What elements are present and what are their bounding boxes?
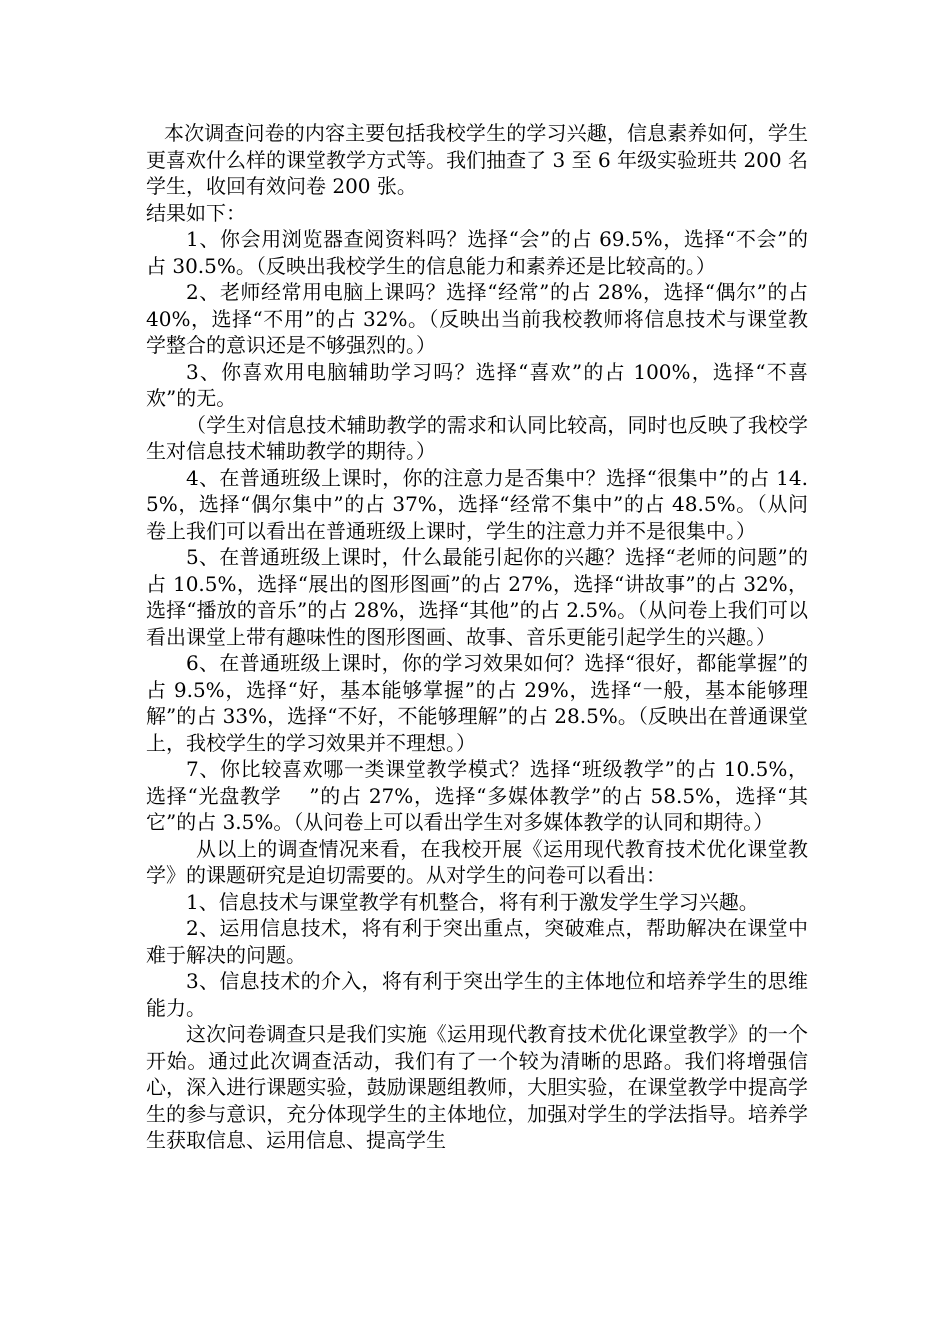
question-3-note: （学生对信息技术辅助教学的需求和认同比较高，同时也反映了我校学生对信息技术辅助教学的期待。） <box>146 412 808 463</box>
question-7-result: 7、你比较喜欢哪一类课堂教学模式？选择“班级教学”的占 10.5%，选择“光盘教学 ”的占 27%，选择“多媒体教学”的占 58.5%，选择“其它”的占 3.5%。（从问卷上可以看出学生对多媒体教学的认同和期待。） <box>146 757 808 834</box>
question-2-result: 2、老师经常用电脑上课吗？选择“经常”的占 28%，选择“偶尔”的占 40%，选择“不用”的占 32%。（反映出当前我校教师将信息技术与课堂教学整合的意识还是不够强烈的。） <box>146 280 808 357</box>
results-heading: 结果如下： <box>146 200 246 225</box>
document-body <box>146 120 808 1154</box>
closing-paragraph: 这次问卷调查只是我们实施《运用现代教育技术优化课堂教学》的一个开始。通过此次调查活动，我们有了一个较为清晰的思路。我们将增强信心，深入进行课题实验，鼓励课题组教师，大胆实验，在课堂教学中提高学生的参与意识，充分体现学生的主体地位，加强对学生的学法指导。培养学生获取信息、运用信息、提高学生 <box>146 1022 808 1152</box>
question-1-result: 1、你会用浏览器查阅资料吗？选择“会”的占 69.5%，选择“不会”的占 30.5%。（反映出我校学生的信息能力和素养还是比较高的。） <box>146 227 808 278</box>
question-6-result: 6、在普通班级上课时，你的学习效果如何？选择“很好，都能掌握”的占 9.5%，选择“好，基本能够掌握”的占 29%，选择“一般，基本能够理解”的占 33%，选择“不好，不能够理解”的占 28.5%。（反映出在普通课堂上，我校学生的学习效果并不理想。） <box>146 651 808 755</box>
question-4-result: 4、在普通班级上课时，你的注意力是否集中？选择“很集中”的占 14.5%，选择“偶尔集中”的占 37%，选择“经常不集中”的占 48.5%。（从问卷上我们可以看出在普通班级上课时，学生的注意力并不是很集中。） <box>146 465 808 543</box>
question-5-result: 5、在普通班级上课时，什么最能引起你的兴趣？选择“老师的问题”的占 10.5%，选择“展出的图形图画”的占 27%，选择“讲故事”的占 32%，选择“播放的音乐”的占 28%，选择“其他”的占 2.5%。（从问卷上我们可以看出课堂上带有趣味性的图形图画、故事、音乐更能引起学生的兴趣。） <box>146 545 808 649</box>
intro-paragraph: 本次调查问卷的内容主要包括我校学生的学习兴趣，信息素养如何，学生更喜欢什么样的课堂教学方式等。我们抽查了 3 至 6 年级实验班共 200 名学生，收回有效问卷 200 张。 <box>146 121 808 198</box>
conclusion-paragraph: 从以上的调查情况来看，在我校开展《运用现代教育技术优化课堂教学》的课题研究是迫切需要的。从对学生的问卷可以看出： <box>146 836 808 887</box>
conclusion-point-2: 2、运用信息技术，将有利于突出重点，突破难点，帮助解决在课堂中难于解决的问题。 <box>146 916 808 967</box>
conclusion-point-1: 1、信息技术与课堂教学有机整合，将有利于激发学生学习兴趣。 <box>186 889 759 914</box>
question-3-result: 3、你喜欢用电脑辅助学习吗？选择“喜欢”的占 100%，选择“不喜欢”的无。 <box>146 359 808 410</box>
conclusion-point-3: 3、信息技术的介入，将有利于突出学生的主体地位和培养学生的思维能力。 <box>146 969 808 1020</box>
